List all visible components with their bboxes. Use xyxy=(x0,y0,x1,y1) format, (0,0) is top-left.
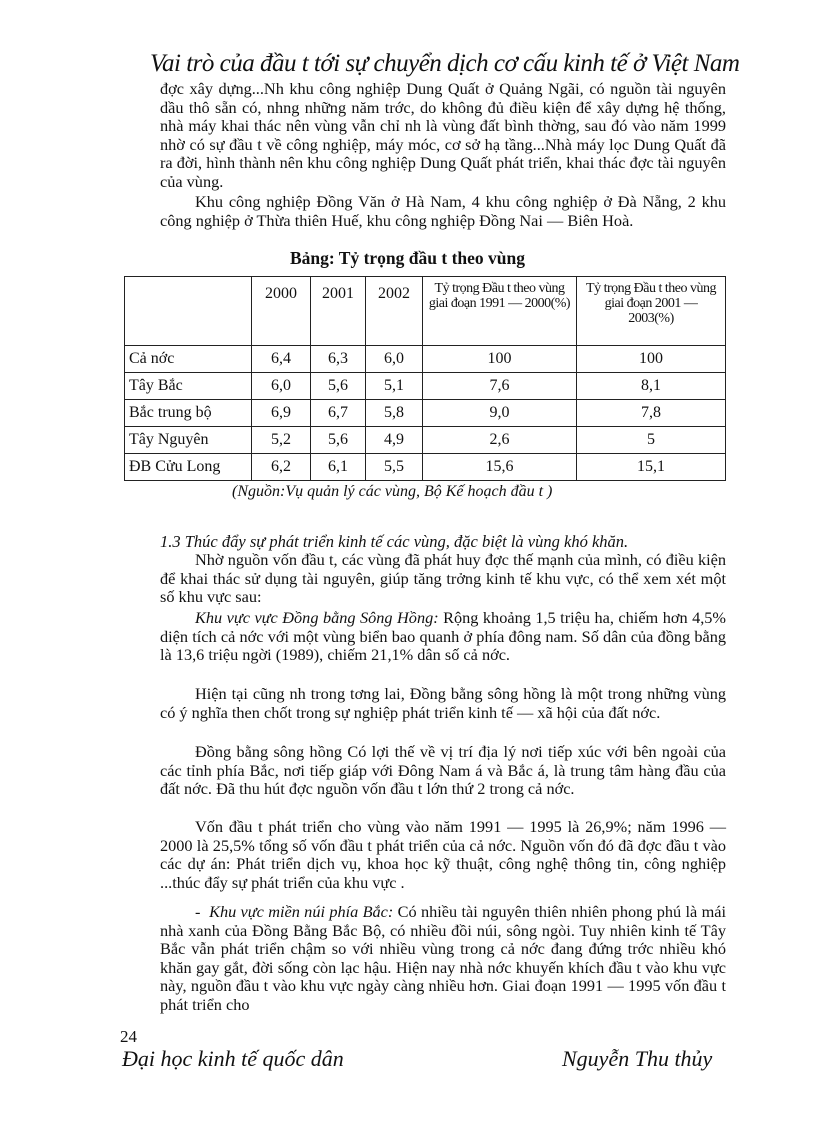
table-cell: 9,0 xyxy=(423,400,577,427)
table-cell: 6,9 xyxy=(252,400,311,427)
table-cell: Cả nớc xyxy=(125,346,252,373)
section-heading: 1.3 Thúc đẩy sự phát triển kinh tế các vùng, đặc biệt là vùng khó khăn. xyxy=(160,532,629,551)
table-cell: 6,7 xyxy=(311,400,366,427)
table-cell: 2,6 xyxy=(423,427,577,454)
paragraph-northern-mountains xyxy=(160,903,726,1015)
table-row xyxy=(125,373,726,400)
paragraph-text: Rộng khoảng 1,5 triệu ha, chiếm hơn 4,5% diện tích cả nớc với một vùng biển bao quanh ở phía đông nam. Số dân của đồng bằng là 13,6 triệu ngời (1989), chiếm 21,1% dân số cả nớc. xyxy=(160,608,726,665)
table-cell: 5 xyxy=(577,427,726,454)
table-header-cell: Tỷ trọng Đầu t theo vùng giai đoạn 2001 — 2003(%) xyxy=(577,277,726,346)
table-cell: 5,5 xyxy=(366,454,423,481)
paragraph-delta-role: Hiện tại cũng nh trong tơng lai, Đồng bằng sông hồng là một trong những vùng có ý nghĩa then chốt trong sự nghiệp phát triển kinh tế — xã hội của đất nớc. xyxy=(160,684,726,722)
table-cell: 6,4 xyxy=(252,346,311,373)
table-cell: 6,1 xyxy=(311,454,366,481)
table-cell: 6,3 xyxy=(311,346,366,373)
table-cell: 7,6 xyxy=(423,373,577,400)
table-cell: ĐB Cửu Long xyxy=(125,454,252,481)
table-cell: 5,6 xyxy=(311,427,366,454)
table-cell: 5,2 xyxy=(252,427,311,454)
table-cell: 6,0 xyxy=(366,346,423,373)
table-cell: 5,6 xyxy=(311,373,366,400)
bullet-mark: - xyxy=(195,902,201,921)
table-cell: 4,9 xyxy=(366,427,423,454)
table-row xyxy=(125,346,726,373)
footer-university: Đại học kinh tế quốc dân xyxy=(122,1046,344,1071)
table-cell: 100 xyxy=(577,346,726,373)
table-cell: Tây Bắc xyxy=(125,373,252,400)
paragraph-dung-quat: đợc xây dựng...Nh khu công nghiệp Dung Quất ở Quảng Ngãi, có nguồn tài nguyên dầu thô sẵn có, nhng những năm trớc, do không đủ điều kiện để xây dựng hệ thống, nhà máy khai thác nên vùng vẫn chỉ nh là vùng đất bình thờng, sau đó vào năm 1999 nhờ có sự đầu t về công nghiệp, máy móc, cơ sở hạ tầng...Nhà máy lọc Dung Quất đã ra đời, hình thành nên khu công nghiệp Dung Quất phát triển, khai thác đợc tài nguyên của vùng. xyxy=(160,79,726,191)
table-cell: 100 xyxy=(423,346,577,373)
table-cell: 8,1 xyxy=(577,373,726,400)
table-cell: Bắc trung bộ xyxy=(125,400,252,427)
table-row xyxy=(125,454,726,481)
table-header-cell: Tỷ trọng Đầu t theo vùng giai đoạn 1991 — 2000(%) xyxy=(423,277,577,346)
table-cell: 6,2 xyxy=(252,454,311,481)
table-header-cell: 2000 xyxy=(252,277,311,346)
running-header: Vai trò của đầu t tới sự chuyển dịch cơ cấu kinh tế ở Việt Nam xyxy=(150,50,740,77)
region-label: Khu vực miền núi phía Bắc: xyxy=(209,902,394,921)
table-cell: 5,8 xyxy=(366,400,423,427)
table-cell: 15,6 xyxy=(423,454,577,481)
region-label: Khu vực vực Đồng bằng Sông Hồng: xyxy=(195,608,439,627)
table-source-note: (Nguồn:Vụ quản lý các vùng, Bộ Kế hoạch đầu t ) xyxy=(232,483,553,500)
investment-share-table xyxy=(124,276,726,481)
paragraph-regions-intro: Nhờ nguồn vốn đầu t, các vùng đã phát huy đợc thế mạnh của mình, có điều kiện để khai thác sử dụng tài nguyên, giúp tăng trởng kinh tế khu vực, có thể xem xét một số khu vực sau: xyxy=(160,550,726,607)
table-caption: Bảng: Tỷ trọng đầu t theo vùng xyxy=(290,248,526,268)
table-header-cell xyxy=(125,277,252,346)
table-header-cell: 2002 xyxy=(366,277,423,346)
paragraph-delta-advantage: Đồng bằng sông hồng Có lợi thế về vị trí địa lý nơi tiếp xúc với bên ngoài của các tỉnh phía Bắc, nơi tiếp giáp với Đông Nam á và Bắc á, là trung tâm hàng đầu của đất nớc. Đã thu hút đợc nguồn vốn đầu t lớn thứ 2 trong cả nớc. xyxy=(160,742,726,799)
table-cell: 15,1 xyxy=(577,454,726,481)
table-cell: 5,1 xyxy=(366,373,423,400)
table-cell: Tây Nguyên xyxy=(125,427,252,454)
table-row xyxy=(125,427,726,454)
paragraph-delta-investment: Vốn đầu t phát triển cho vùng vào năm 1991 — 1995 là 26,9%; năm 1996 — 2000 là 25,5% tổng số vốn đầu t phát triển của cả nớc. Nguồn vốn đó đã đợc đầu t vào các dự án: Phát triển dịch vụ, khoa học kỹ thuật, công nghệ thông tin, công nghiệp ...thúc đẩy sự phát triển của khu vực . xyxy=(160,817,726,892)
table-cell: 6,0 xyxy=(252,373,311,400)
table-cell: 7,8 xyxy=(577,400,726,427)
table-row xyxy=(125,400,726,427)
table-header-cell: 2001 xyxy=(311,277,366,346)
footer-author: Nguyễn Thu thủy xyxy=(562,1046,713,1071)
paragraph-text: Có nhiều tài nguyên thiên nhiên phong phú là mái nhà xanh của Đồng Bằng Bắc Bộ, có nhiều đồi núi, sông ngòi. Tuy nhiên kinh tế Tây Bắc vẫn phát triển chậm so với nhiều vùng trong cả nớc đang đứng trớc nhiều khó khăn gay gắt, đời sống còn lạc hậu. Hiện nay nhà nớc khuyến khích đầu t vào khu vực này, nguồn đầu t vào khu vực ngày càng nhiều hơn. Giai đoạn 1991 — 1995 vốn đầu t phát triển cho xyxy=(160,902,726,1014)
table-header-row xyxy=(125,277,726,346)
page-number: 24 xyxy=(120,1027,137,1046)
paragraph-red-river-delta xyxy=(160,609,726,665)
paragraph-industrial-zones: Khu công nghiệp Đồng Văn ở Hà Nam, 4 khu công nghiệp ở Đà Nẵng, 2 khu công nghiệp ở Thừa thiên Huế, khu công nghiệp Đồng Nai — Biên Hoà. xyxy=(160,192,726,230)
